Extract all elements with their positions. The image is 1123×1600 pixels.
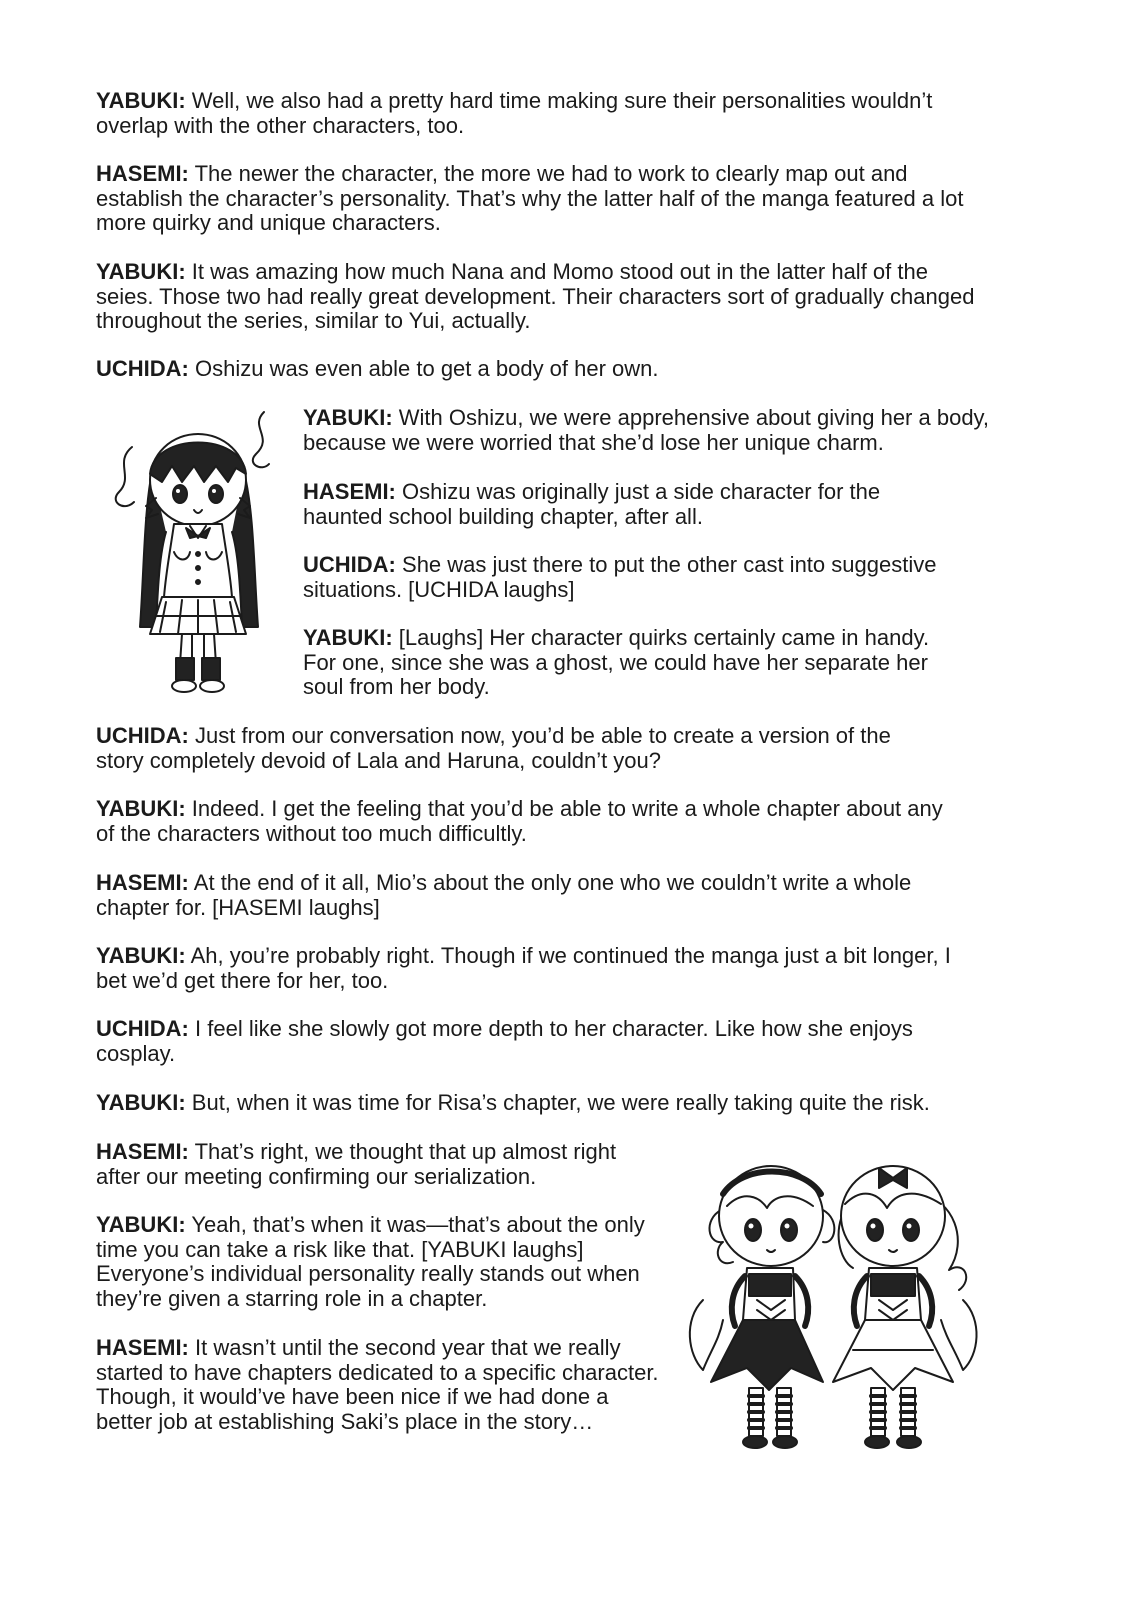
speaker-label: YABUKI: [96, 1090, 186, 1115]
dialogue-paragraph [96, 944, 981, 993]
dialogue-text: Oshizu was originally just a side character for the haunted school building chapter, after all. [303, 479, 881, 529]
speaker-label: YABUKI: [303, 625, 393, 650]
dialogue-text: Ah, you’re probably right. Though if we continued the manga just a bit longer, I bet we’d get there for her, too. [96, 943, 951, 993]
dialogue-text: Well, we also had a pretty hard time making sure their personalities wouldn’t overlap with the other characters, too. [96, 88, 933, 138]
dialogue-paragraph [303, 553, 968, 602]
speaker-label: HASEMI: [96, 1335, 189, 1360]
dialogue-text: With Oshizu, we were apprehensive about giving her a body, because we were worried that she’d lose her unique charm. [303, 405, 990, 455]
speaker-label: UCHIDA: [96, 1016, 189, 1041]
dialogue-text: Indeed. I get the feeling that you’d be able to write a whole chapter about any of the characters without too much difficultly. [96, 796, 943, 846]
dialogue-text: The newer the character, the more we had to work to clearly map out and establish the character’s personality. That’s why the latter half of the manga featured a lot more quirky and unique characters. [96, 161, 964, 235]
dialogue-text: Yeah, that’s when it was—that’s about the only time you can take a risk like that. [YABUKI laughs] Everyone’s individual personality really stands out when they’re given a starring role in a chapter. [96, 1212, 645, 1311]
speaker-label: UCHIDA: [303, 552, 396, 577]
chibi-twin-girls-icon [683, 1150, 983, 1455]
dialogue-paragraph [96, 1336, 666, 1434]
dialogue-text: It wasn’t until the second year that we really started to have chapters dedicated to a specific character. Though, it would’ve have been nice if we had done a better job at establishing Saki’s place in the story… [96, 1335, 659, 1434]
dialogue-paragraph [96, 162, 981, 236]
speaker-label: YABUKI: [96, 259, 186, 284]
dialogue-paragraph [303, 626, 963, 700]
dialogue-text: She was just there to put the other cast into suggestive situations. [UCHIDA laughs] [303, 552, 937, 602]
dialogue-paragraph [96, 1017, 956, 1066]
speaker-label: YABUKI: [96, 1212, 186, 1237]
dialogue-text: That’s right, we thought that up almost right after our meeting confirming our serialization. [96, 1139, 617, 1189]
dialogue-paragraph [96, 89, 981, 138]
speaker-label: HASEMI: [96, 870, 189, 895]
dialogue-paragraph [96, 1213, 671, 1311]
speaker-label: YABUKI: [96, 943, 186, 968]
speaker-label: YABUKI: [96, 796, 186, 821]
speaker-label: HASEMI: [96, 1139, 189, 1164]
dialogue-text: Oshizu was even able to get a body of her own. [195, 356, 659, 381]
dialogue-paragraph [96, 1140, 656, 1189]
dialogue-paragraph [96, 357, 981, 382]
chibi-ghost-girl-icon [104, 402, 284, 702]
dialogue-text: [Laughs] Her character quirks certainly came in handy. For one, since she was a ghost, we could have her separate her soul from her body. [303, 625, 930, 699]
speaker-label: YABUKI: [96, 88, 186, 113]
speaker-label: HASEMI: [96, 161, 189, 186]
speaker-label: YABUKI: [303, 405, 393, 430]
dialogue-paragraph [303, 406, 993, 455]
speaker-label: UCHIDA: [96, 723, 189, 748]
dialogue-text: It was amazing how much Nana and Momo stood out in the latter half of the seies. Those two had really great development. Their characters sort of gradually changed throughout the series, similar to Yui, actually. [96, 259, 975, 333]
speaker-label: UCHIDA: [96, 356, 189, 381]
dialogue-paragraph [303, 480, 903, 529]
dialogue-paragraph [96, 260, 981, 334]
speaker-label: HASEMI: [303, 479, 396, 504]
dialogue-text: At the end of it all, Mio’s about the only one who we couldn’t write a whole chapter for. [HASEMI laughs] [96, 870, 912, 920]
dialogue-paragraph [96, 724, 936, 773]
dialogue-paragraph [96, 797, 946, 846]
dialogue-paragraph [96, 871, 956, 920]
dialogue-paragraph [96, 1091, 986, 1116]
dialogue-text: But, when it was time for Risa’s chapter, we were really taking quite the risk. [191, 1090, 930, 1115]
dialogue-text: I feel like she slowly got more depth to her character. Like how she enjoys cosplay. [96, 1016, 913, 1066]
dialogue-text: Just from our conversation now, you’d be able to create a version of the story completely devoid of Lala and Haruna, couldn’t you? [96, 723, 891, 773]
